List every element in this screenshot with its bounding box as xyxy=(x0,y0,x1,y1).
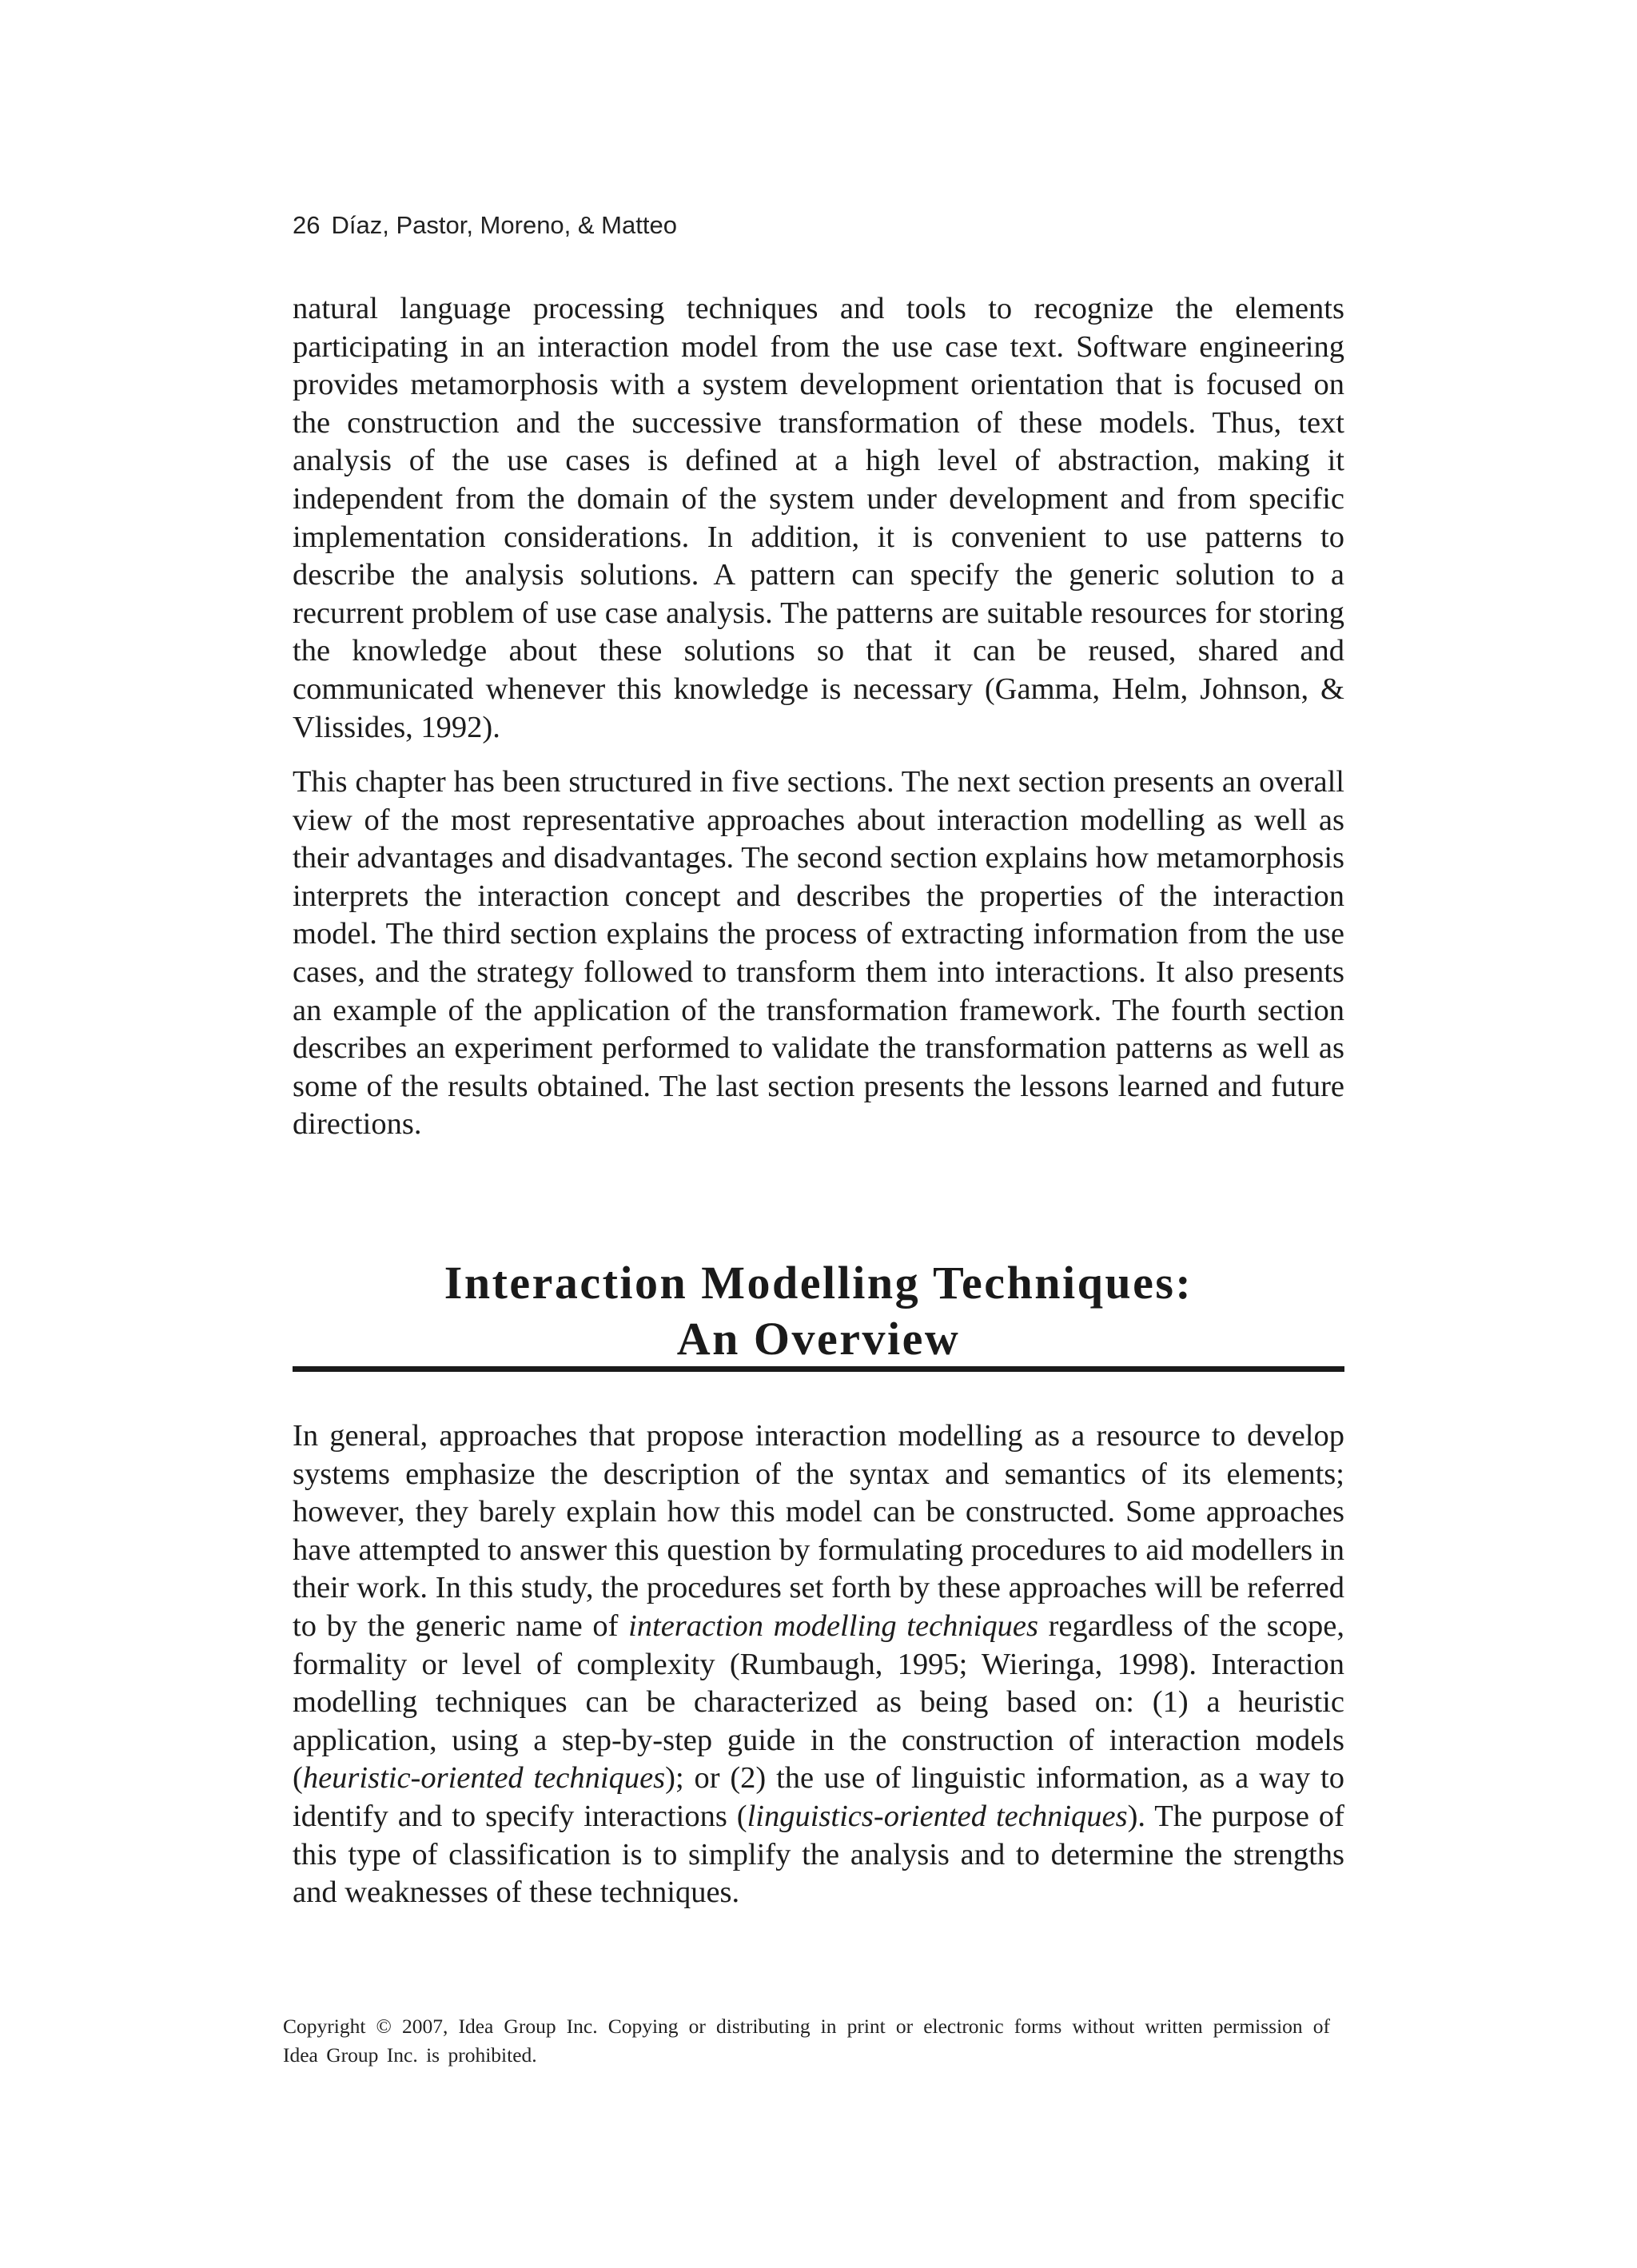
paragraph-overview xyxy=(293,1417,1344,1912)
text-run: ). The purpose of this type of classification is to simplify the analysis and to determine the strengths and weaknesses of these techniques. xyxy=(293,1799,1344,1910)
text-run: In general, approaches that propose interaction modelling as a resource to develop systems emphasize the description of the syntax and semantics of its elements; however, they barely explain how this model can be constructed. Some approaches have attempted to answer this question by formulating procedures to aid modellers in their work. In this study, the procedures set forth by these approaches will be referred to by the generic name of xyxy=(293,1419,1344,1643)
italic-term: heuristic-oriented techniques xyxy=(302,1761,666,1796)
section-heading-line-1: Interaction Modelling Techniques: xyxy=(444,1257,1193,1309)
section-heading xyxy=(293,1255,1344,1367)
paragraph-intro-continued xyxy=(293,290,1344,747)
heading-rule-divider xyxy=(293,1366,1344,1372)
paragraph-text: This chapter has been structured in five sections. The next section presents an overall view of the most representative approaches about interaction modelling as well as their advantages and disadvantages. The second section explains how metamorphosis interprets the interaction concept and describes the properties of the interaction model. The third section explains the process of extracting information from the use cases, and the strategy followed to transform them into interactions. It also presents an example of the application of the transformation framework. The fourth section describes an experiment performed to validate the transformation patterns as well as some of the results obtained. The last section presents the lessons learned and future directions. xyxy=(293,765,1344,1142)
text-run: regardless of the scope, formality or level of complexity (Rumbaugh, 1995; Wieringa, 1998). Interaction modelling techniques can be characterized as being based on: (1) a heuristic application, using a step-by-step guide in the construction of interaction models ( xyxy=(293,1608,1344,1796)
running-head-authors: Díaz, Pastor, Moreno, & Matteo xyxy=(331,211,677,239)
page-number: 26 xyxy=(293,211,321,239)
text-run: ); or (2) the use of linguistic information, as a way to identify and to specify interactions ( xyxy=(293,1761,1344,1833)
paragraph-chapter-structure xyxy=(293,763,1344,1144)
italic-term: linguistics-oriented techniques xyxy=(747,1799,1128,1833)
running-head xyxy=(293,209,677,241)
italic-term: interaction modelling techniques xyxy=(628,1608,1038,1643)
paragraph-text: natural language processing techniques and tools to recognize the elements participating in an interaction model from the use case text. Software engineering provides metamorphosis with a system development orientation that is focused on the construction and the successive transformation of these models. Thus, text analysis of the use cases is defined at a high level of abstraction, making it independent from the domain of the system under development and from specific implementation considerations. In addition, it is convenient to use patterns to describe the analysis solutions. A pattern can specify the generic solution to a recurrent problem of use case analysis. The patterns are suitable resources for storing the knowledge about these solutions so that it can be reused, shared and communicated whenever this knowledge is necessary (Gamma, Helm, Johnson, & Vlissides, 1992). xyxy=(293,292,1344,744)
paragraph-text xyxy=(293,1417,1344,1912)
section-heading-line-2: An Overview xyxy=(676,1313,961,1365)
copyright-notice: Copyright © 2007, Idea Group Inc. Copying or distributing in print or electronic forms without written permission of Idea Group Inc. is prohibited. xyxy=(283,2015,1330,2067)
